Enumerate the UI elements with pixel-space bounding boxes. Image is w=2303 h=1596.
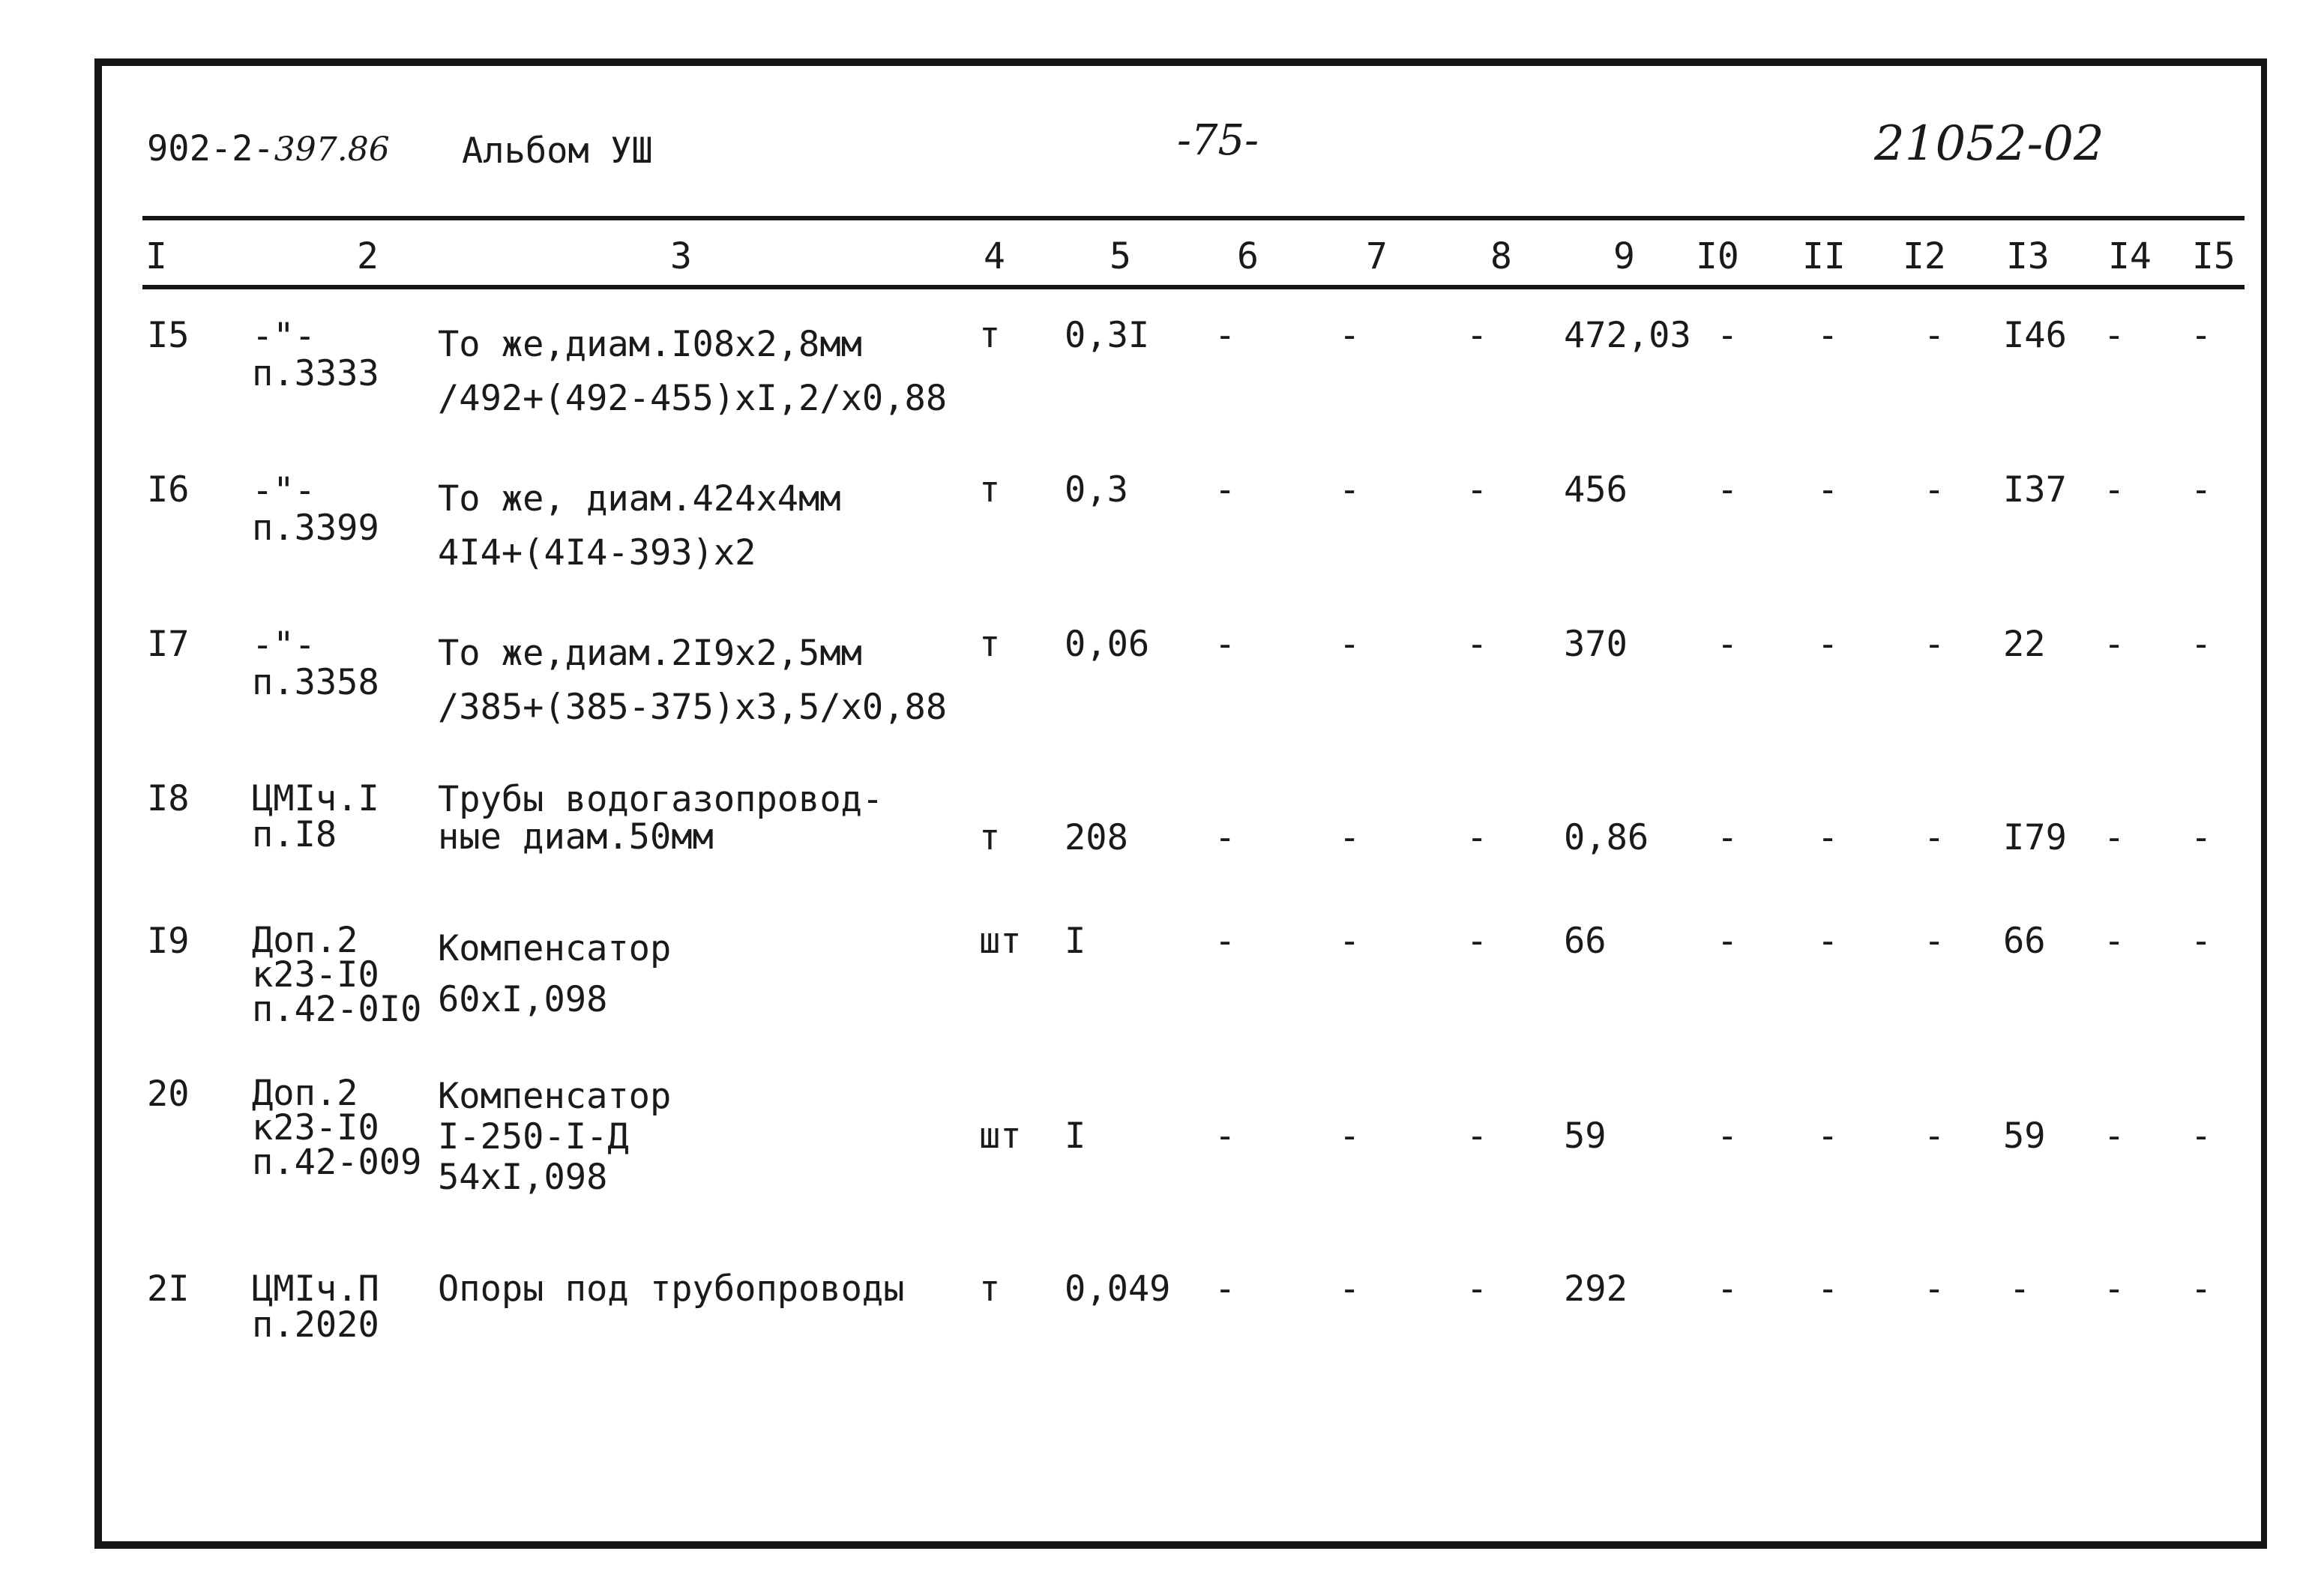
cell-col15: - <box>2191 624 2212 665</box>
cell-col7: - <box>1339 1115 1361 1157</box>
unit: шт <box>979 921 1022 962</box>
cell-col11: - <box>1817 624 1839 665</box>
cell-col13: - <box>2009 1268 2031 1310</box>
cell-col11: - <box>1817 315 1839 356</box>
item-description <box>438 1076 671 1198</box>
row-number: 20 <box>147 1073 190 1115</box>
item-description-line: ные диам.50мм <box>438 816 714 858</box>
row-number: I8 <box>147 778 190 819</box>
item-description-line: То же,диам.I08x2,8мм <box>438 324 862 365</box>
cell-col11: - <box>1817 469 1839 511</box>
item-description-line: Трубы водогазопровод- <box>438 779 884 820</box>
cell-col10: - <box>1717 469 1738 511</box>
cell-col13: 59 <box>2003 1115 2046 1157</box>
cell-col10: - <box>1717 1268 1738 1310</box>
item-description-line: То же,диам.2I9x2,5мм <box>438 633 862 674</box>
column-number: I0 <box>1696 235 1739 277</box>
item-description <box>438 1268 905 1310</box>
cell-col6: - <box>1214 921 1236 962</box>
row-number: I7 <box>147 624 190 665</box>
cell-col8: - <box>1466 921 1488 962</box>
unit: т <box>979 315 1001 356</box>
source-reference-line: -"- <box>252 470 316 511</box>
cell-col5: I <box>1065 1115 1086 1157</box>
source-reference-line: п.3333 <box>252 353 379 394</box>
column-number: 8 <box>1490 235 1512 277</box>
cell-col9: 370 <box>1564 624 1628 665</box>
cell-col12: - <box>1924 315 1945 356</box>
cell-col5: 0,3 <box>1065 469 1128 511</box>
cell-col6: - <box>1214 469 1236 511</box>
cell-col5: 0,3I <box>1065 315 1150 356</box>
item-description-line: Опоры под трубопроводы <box>438 1268 905 1310</box>
item-description <box>438 318 947 426</box>
cell-col15: - <box>2191 1268 2212 1310</box>
column-number: 3 <box>670 235 692 277</box>
cell-col9: 59 <box>1564 1115 1607 1157</box>
source-reference-line: к23-I0 <box>252 1107 379 1148</box>
cell-col12: - <box>1924 469 1945 511</box>
cell-col8: - <box>1466 624 1488 665</box>
cell-col13: 66 <box>2003 921 2046 962</box>
item-description-line: I-250-I-Д <box>438 1116 629 1157</box>
cell-col6: - <box>1214 1115 1236 1157</box>
column-number: II <box>1802 235 1846 277</box>
cell-col11: - <box>1817 921 1839 962</box>
cell-col12: - <box>1924 1268 1945 1310</box>
source-reference-line: п.3358 <box>252 662 379 703</box>
cell-col15: - <box>2191 1115 2212 1157</box>
source-reference <box>252 624 379 703</box>
item-description <box>438 627 947 735</box>
cell-col13: 22 <box>2003 624 2046 665</box>
source-reference-line: п.I8 <box>252 814 337 855</box>
cell-col12: - <box>1924 1115 1945 1157</box>
source-reference-line: Доп.2 <box>252 1073 358 1114</box>
cell-col8: - <box>1466 315 1488 356</box>
source-reference-line: Доп.2 <box>252 920 358 961</box>
column-number: I <box>145 235 167 277</box>
cell-col10: - <box>1717 817 1738 858</box>
row-number: 2I <box>147 1268 190 1310</box>
cell-col5: I <box>1065 921 1086 962</box>
cell-col11: - <box>1817 1115 1839 1157</box>
item-description-line: /492+(492-455)xI,2/x0,88 <box>438 378 948 419</box>
header-rule-top <box>142 216 2245 220</box>
cell-col7: - <box>1339 469 1361 511</box>
source-reference <box>252 920 422 1030</box>
source-reference <box>252 1268 379 1346</box>
page-number: -75- <box>1177 116 1259 165</box>
item-description-line: То же, диам.424x4мм <box>438 478 841 520</box>
unit: т <box>979 817 1001 858</box>
cell-col7: - <box>1339 315 1361 356</box>
cell-col5: 208 <box>1065 817 1128 858</box>
cell-col14: - <box>2104 469 2125 511</box>
cell-col14: - <box>2104 817 2125 858</box>
column-number: I4 <box>2108 235 2152 277</box>
cell-col12: - <box>1924 624 1945 665</box>
document-code-handwritten: 397.86 <box>274 130 390 169</box>
cell-col12: - <box>1924 817 1945 858</box>
item-description-line: /385+(385-375)x3,5/x0,88 <box>438 687 948 728</box>
cell-col12: - <box>1924 921 1945 962</box>
document-sheet <box>94 58 2267 1549</box>
source-reference-line: -"- <box>252 316 316 357</box>
column-number: I2 <box>1903 235 1946 277</box>
source-reference <box>252 778 379 855</box>
source-reference <box>252 1073 422 1183</box>
row-number: I9 <box>147 921 190 962</box>
cell-col10: - <box>1717 315 1738 356</box>
item-description-line: 4I4+(4I4-393)x2 <box>438 532 756 573</box>
album-label: Альбом УШ <box>462 130 653 172</box>
sheet-code: 21052-02 <box>1874 116 2104 172</box>
cell-col6: - <box>1214 1268 1236 1310</box>
source-reference-line: ЦМIч.I <box>252 778 379 819</box>
source-reference <box>252 318 379 393</box>
column-number: 9 <box>1613 235 1635 277</box>
header-rule-bottom <box>142 285 2245 289</box>
cell-col7: - <box>1339 624 1361 665</box>
cell-col7: - <box>1339 921 1361 962</box>
cell-col13: I46 <box>2003 315 2067 356</box>
cell-col6: - <box>1214 817 1236 858</box>
cell-col15: - <box>2191 315 2212 356</box>
cell-col10: - <box>1717 921 1738 962</box>
cell-col11: - <box>1817 1268 1839 1310</box>
unit: т <box>979 624 1001 665</box>
cell-col9: 292 <box>1564 1268 1628 1310</box>
unit: т <box>979 469 1001 511</box>
column-number: I3 <box>2006 235 2050 277</box>
cell-col9: 0,86 <box>1564 817 1649 858</box>
cell-col8: - <box>1466 1115 1488 1157</box>
cell-col14: - <box>2104 315 2125 356</box>
cell-col14: - <box>2104 624 2125 665</box>
unit: шт <box>979 1115 1022 1157</box>
row-number: I5 <box>147 315 190 356</box>
cell-col6: - <box>1214 315 1236 356</box>
item-description <box>438 781 883 856</box>
column-number: 6 <box>1237 235 1259 277</box>
item-description-line: 54xI,098 <box>438 1157 608 1198</box>
cell-col14: - <box>2104 1268 2125 1310</box>
unit: т <box>979 1268 1001 1310</box>
source-reference-line: п.42-009 <box>252 1142 422 1183</box>
cell-col11: - <box>1817 817 1839 858</box>
cell-col7: - <box>1339 817 1361 858</box>
item-description-line: Компенсатор <box>438 1076 672 1117</box>
source-reference-line: к23-I0 <box>252 954 379 996</box>
cell-col6: - <box>1214 624 1236 665</box>
cell-col14: - <box>2104 1115 2125 1157</box>
column-number: 5 <box>1110 235 1131 277</box>
column-number: 7 <box>1366 235 1388 277</box>
cell-col14: - <box>2104 921 2125 962</box>
cell-col5: 0,06 <box>1065 624 1150 665</box>
item-description-line: 60xI,098 <box>438 979 608 1020</box>
cell-col8: - <box>1466 1268 1488 1310</box>
cell-col9: 456 <box>1564 469 1628 511</box>
document-code-printed: 902-2- <box>147 128 274 169</box>
source-reference-line: п.2020 <box>252 1304 379 1346</box>
cell-col10: - <box>1717 1115 1738 1157</box>
item-description <box>438 924 671 1026</box>
column-number: 4 <box>984 235 1005 277</box>
column-number: I5 <box>2192 235 2236 277</box>
item-description-line: Компенсатор <box>438 928 672 969</box>
column-number: 2 <box>357 235 379 277</box>
document-code <box>147 128 390 169</box>
cell-col7: - <box>1339 1268 1361 1310</box>
source-reference-line: п.3399 <box>252 508 379 549</box>
cell-col8: - <box>1466 817 1488 858</box>
cell-col10: - <box>1717 624 1738 665</box>
cell-col13: I79 <box>2003 817 2067 858</box>
source-reference-line: п.42-0I0 <box>252 989 422 1030</box>
source-reference-line: ЦМIч.П <box>252 1268 379 1310</box>
cell-col15: - <box>2191 921 2212 962</box>
source-reference-line: -"- <box>252 624 316 666</box>
row-number: I6 <box>147 469 190 511</box>
cell-col13: I37 <box>2003 469 2067 511</box>
cell-col9: 66 <box>1564 921 1607 962</box>
source-reference <box>252 472 379 547</box>
cell-col15: - <box>2191 469 2212 511</box>
cell-col8: - <box>1466 469 1488 511</box>
cell-col15: - <box>2191 817 2212 858</box>
cell-col9: 472,03 <box>1564 315 1691 356</box>
item-description <box>438 472 841 580</box>
cell-col5: 0,049 <box>1065 1268 1171 1310</box>
